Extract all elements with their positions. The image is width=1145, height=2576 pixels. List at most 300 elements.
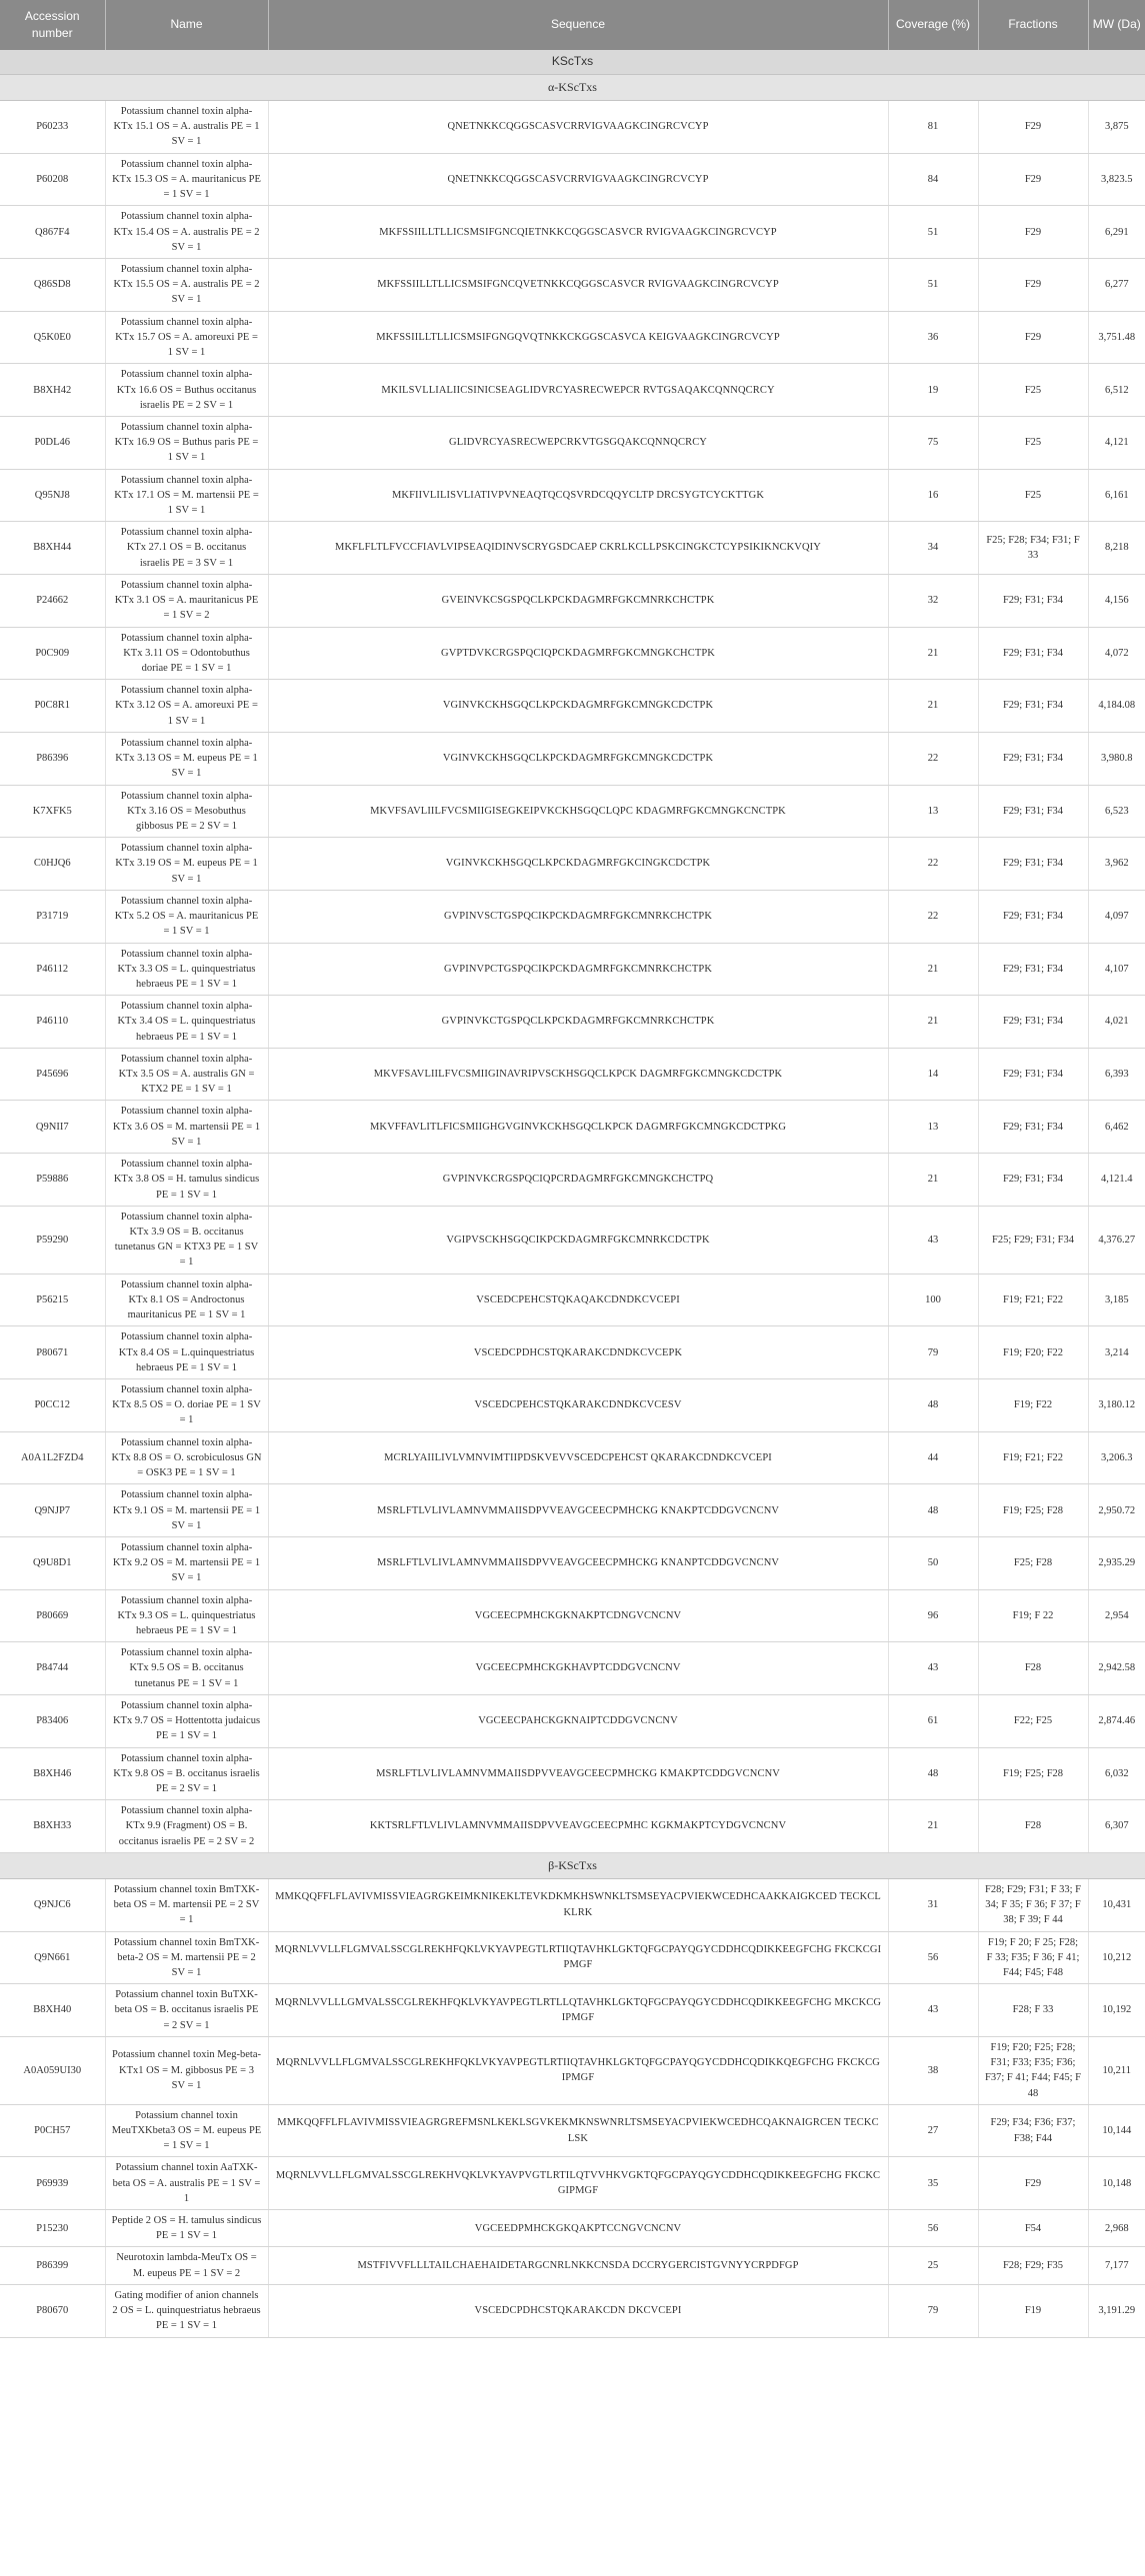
- accession-cell: P59290: [0, 1206, 105, 1274]
- accession-cell: Q86SD8: [0, 258, 105, 311]
- mw-cell: 4,184.08: [1088, 680, 1145, 733]
- header-fractions: Fractions: [978, 0, 1088, 50]
- fractions-cell: F29: [978, 206, 1088, 259]
- table-row: [0, 1642, 1145, 1695]
- table-row: [0, 627, 1145, 680]
- alpha-section-title: α-KScTxs: [0, 75, 1145, 101]
- section-title: KScTxs: [0, 50, 1145, 75]
- mw-cell: 6,512: [1088, 364, 1145, 417]
- coverage-cell: 21: [888, 627, 978, 680]
- fractions-cell: F29; F31; F34: [978, 890, 1088, 943]
- mw-cell: 4,121.4: [1088, 1154, 1145, 1207]
- fractions-cell: F29: [978, 153, 1088, 206]
- accession-cell: Q95NJ8: [0, 469, 105, 522]
- sequence-cell: QNETNKKCQGGSCASVCRRVIGVAAGKCINGRCVCYP: [268, 153, 888, 206]
- coverage-cell: 32: [888, 574, 978, 627]
- coverage-cell: 61: [888, 1694, 978, 1747]
- section-row-beta: [0, 1852, 1145, 1878]
- table-row: [0, 2284, 1145, 2337]
- coverage-cell: 13: [888, 785, 978, 838]
- name-cell: Potassium channel toxin alpha-KTx 16.6 OS = Buthus occitanus israelis PE = 2 SV = 1: [105, 364, 268, 417]
- table-row: [0, 1431, 1145, 1484]
- mw-cell: 3,191.29: [1088, 2284, 1145, 2337]
- fractions-cell: F28; F29; F35: [978, 2247, 1088, 2284]
- sequence-cell: VGIPVSCKHSGQCIKPCKDAGMRFGKCMNRKCDCTPK: [268, 1206, 888, 1274]
- mw-cell: 10,192: [1088, 1984, 1145, 2037]
- name-cell: Peptide 2 OS = H. tamulus sindicus PE = 1 SV = 1: [105, 2210, 268, 2247]
- mw-cell: 4,072: [1088, 627, 1145, 680]
- mw-cell: 6,277: [1088, 258, 1145, 311]
- name-cell: Potassium channel toxin alpha-KTx 3.16 OS = Mesobuthus gibbosus PE = 2 SV = 1: [105, 785, 268, 838]
- accession-cell: P0C8R1: [0, 680, 105, 733]
- sequence-cell: MQRNLVVLLFLGMVALSSCGLREKHVQKLVKYAVPVGTLRTILQTVVHKVGKTQFGCPAYQGYCDDHCQDIKKEEGFCHG FKCKCGIPMGF: [268, 2157, 888, 2210]
- accession-cell: P84744: [0, 1642, 105, 1695]
- sequence-cell: MMKQQFFLFLAVIVMISSVIEAGRGREFMSNLKEKLSGVKEKMKNSWNRLTSMSEYACPVIEKWCEDHCQAKNAIGRCEN TECKCLSK: [268, 2104, 888, 2157]
- accession-cell: P15230: [0, 2210, 105, 2247]
- name-cell: Potassium channel toxin alpha-KTx 9.3 OS = L. quinquestriatus hebraeus PE = 1 SV = 1: [105, 1589, 268, 1642]
- table-row: [0, 258, 1145, 311]
- fractions-cell: F19; F 20; F 25; F28; F 33; F35; F 36; F 41; F44; F45; F48: [978, 1931, 1088, 1984]
- table-row: [0, 2036, 1145, 2104]
- beta-section-title: β-KScTxs: [0, 1852, 1145, 1878]
- fractions-cell: F19; F25; F28: [978, 1747, 1088, 1800]
- mw-cell: 2,935.29: [1088, 1536, 1145, 1589]
- name-cell: Potassium channel toxin alpha-KTx 9.1 OS = M. martensii PE = 1 SV = 1: [105, 1484, 268, 1537]
- mw-cell: 6,161: [1088, 469, 1145, 522]
- table-row: [0, 1206, 1145, 1274]
- sequence-cell: VGINVKCKHSGQCLKPCKDAGMRFGKCINGKCDCTPK: [268, 838, 888, 891]
- sequence-cell: MKFSSIILLTLLICSMSIFGNCQIETNKKCQGGSCASVCR RVIGVAAGKCINGRCVCYP: [268, 206, 888, 259]
- coverage-cell: 21: [888, 1154, 978, 1207]
- mw-cell: 2,968: [1088, 2210, 1145, 2247]
- name-cell: Potassium channel toxin alpha-KTx 3.1 OS = A. mauritanicus PE = 1 SV = 2: [105, 574, 268, 627]
- mw-cell: 8,218: [1088, 522, 1145, 575]
- fractions-cell: F19; F25; F28: [978, 1484, 1088, 1537]
- accession-cell: B8XH33: [0, 1800, 105, 1853]
- table-row: [0, 680, 1145, 733]
- accession-cell: P69939: [0, 2157, 105, 2210]
- coverage-cell: 44: [888, 1431, 978, 1484]
- accession-cell: P0CC12: [0, 1378, 105, 1431]
- coverage-cell: 16: [888, 469, 978, 522]
- table-row: [0, 2157, 1145, 2210]
- sequence-cell: VGCEECPMHCKGKNAKPTCDNGVCNCNV: [268, 1589, 888, 1642]
- coverage-cell: 21: [888, 996, 978, 1049]
- table-row: [0, 1747, 1145, 1800]
- table-row: [0, 1326, 1145, 1379]
- mw-cell: 4,376.27: [1088, 1206, 1145, 1274]
- name-cell: Potassium channel toxin alpha-KTx 8.1 OS = Androctonus mauritanicus PE = 1 SV = 1: [105, 1274, 268, 1326]
- name-cell: Gating modifier of anion channels 2 OS = L. quinquestriatus hebraeus PE = 1 SV = 1: [105, 2284, 268, 2337]
- name-cell: Potassium channel toxin alpha-KTx 15.1 OS = A. australis PE = 1 SV = 1: [105, 101, 268, 154]
- fractions-cell: F28: [978, 1642, 1088, 1695]
- sequence-cell: MQRNLVVLLLGMVALSSCGLREKHFQKLVKYAVPEGTLRTLLQTAVHKLGKTQFGCPAYQGYCDDHCQDIKKEEGFCHG MKCKCGIPMGF: [268, 1984, 888, 2037]
- name-cell: Potassium channel toxin MeuTXKbeta3 OS = M. eupeus PE = 1 SV = 1: [105, 2104, 268, 2157]
- accession-cell: Q9U8D1: [0, 1536, 105, 1589]
- table-row: [0, 1274, 1145, 1326]
- table-row: [0, 364, 1145, 417]
- sequence-cell: GVEINVKCSGSPQCLKPCKDAGMRFGKCMNRKCHCTPK: [268, 574, 888, 627]
- sequence-cell: MKFSSIILLTLLICSMSIFGNCQVETNKKCQGGSCASVCR RVIGVAAGKCINGRCVCYP: [268, 258, 888, 311]
- table-row: [0, 838, 1145, 891]
- section-row-kscTxs: [0, 50, 1145, 75]
- coverage-cell: 75: [888, 416, 978, 469]
- fractions-cell: F29; F31; F34: [978, 838, 1088, 891]
- name-cell: Potassium channel toxin alpha-KTx 9.8 OS = B. occitanus israelis PE = 2 SV = 1: [105, 1747, 268, 1800]
- fractions-cell: F29; F31; F34: [978, 943, 1088, 996]
- coverage-cell: 31: [888, 1878, 978, 1931]
- coverage-cell: 34: [888, 522, 978, 575]
- mw-cell: 2,954: [1088, 1589, 1145, 1642]
- table-header: [0, 0, 1145, 50]
- table-row: [0, 2210, 1145, 2247]
- sequence-cell: MKVFFAVLITLFICSMIIGHGVGINVKCKHSGQCLKPCK DAGMRFGKCMNGKCDCTPKG: [268, 1101, 888, 1154]
- header-sequence: Sequence: [268, 0, 888, 50]
- name-cell: Potassium channel toxin alpha-KTx 9.2 OS = M. martensii PE = 1 SV = 1: [105, 1536, 268, 1589]
- sequence-cell: MCRLYAIILIVLVMNVIMTIIPDSKVEVVSCEDCPEHCST QKARAKCDNDKCVCEPI: [268, 1431, 888, 1484]
- fractions-cell: F25: [978, 364, 1088, 417]
- accession-cell: K7XFK5: [0, 785, 105, 838]
- header-accession: Accession number: [0, 0, 105, 50]
- name-cell: Potassium channel toxin alpha-KTx 9.5 OS = B. occitanus tunetanus PE = 1 SV = 1: [105, 1642, 268, 1695]
- table-row: [0, 2247, 1145, 2284]
- header-name: Name: [105, 0, 268, 50]
- fractions-cell: F22; F25: [978, 1694, 1088, 1747]
- mw-cell: 3,214: [1088, 1326, 1145, 1379]
- fractions-cell: F28; F29; F31; F 33; F 34; F 35; F 36; F 37; F 38; F 39; F 44: [978, 1878, 1088, 1931]
- mw-cell: 3,206.3: [1088, 1431, 1145, 1484]
- coverage-cell: 22: [888, 890, 978, 943]
- sequence-cell: MKFIIVLILISVLIATIVPVNEAQTQCQSVRDCQQYCLTP DRCSYGTCYCKTTGK: [268, 469, 888, 522]
- mw-cell: 3,980.8: [1088, 732, 1145, 785]
- name-cell: Potassium channel toxin alpha-KTx 3.3 OS = L. quinquestriatus hebraeus PE = 1 SV = 1: [105, 943, 268, 996]
- name-cell: Potassium channel toxin alpha-KTx 9.7 OS = Hottentotta judaicus PE = 1 SV = 1: [105, 1694, 268, 1747]
- sequence-cell: VGINVKCKHSGQCLKPCKDAGMRFGKCMNGKCDCTPK: [268, 680, 888, 733]
- table-row: [0, 416, 1145, 469]
- table-row: [0, 1878, 1145, 1931]
- fractions-cell: F29; F31; F34: [978, 996, 1088, 1049]
- fractions-cell: F29: [978, 101, 1088, 154]
- fractions-cell: F25: [978, 469, 1088, 522]
- mw-cell: 10,144: [1088, 2104, 1145, 2157]
- accession-cell: P80669: [0, 1589, 105, 1642]
- fractions-cell: F28: [978, 1800, 1088, 1853]
- fractions-cell: F19; F21; F22: [978, 1274, 1088, 1326]
- mw-cell: 4,097: [1088, 890, 1145, 943]
- table-row: [0, 101, 1145, 154]
- mw-cell: 10,148: [1088, 2157, 1145, 2210]
- sequence-cell: MQRNLVVLLFLGMVALSSCGLREKHFQKLVKYAVPEGTLRTIIQTAVHKLGKTQFGCPAYQGYCDDHCQDIKKEEGFCHG FKCKCGIPMGF: [268, 1931, 888, 1984]
- fractions-cell: F29; F31; F34: [978, 1154, 1088, 1207]
- table-row: [0, 1101, 1145, 1154]
- fractions-cell: F19: [978, 2284, 1088, 2337]
- mw-cell: 10,212: [1088, 1931, 1145, 1984]
- coverage-cell: 43: [888, 1642, 978, 1695]
- name-cell: Potassium channel toxin alpha-KTx 16.9 OS = Buthus paris PE = 1 SV = 1: [105, 416, 268, 469]
- name-cell: Potassium channel toxin alpha-KTx 15.5 OS = A. australis PE = 2 SV = 1: [105, 258, 268, 311]
- table-row: [0, 2104, 1145, 2157]
- sequence-cell: MSRLFTLVLIVLAMNVMMAIISDPVVEAVGCEECPMHCKG KMAKPTCDDGVCNCNV: [268, 1747, 888, 1800]
- coverage-cell: 22: [888, 732, 978, 785]
- accession-cell: P83406: [0, 1694, 105, 1747]
- mw-cell: 4,121: [1088, 416, 1145, 469]
- mw-cell: 3,180.12: [1088, 1378, 1145, 1431]
- accession-cell: Q9NJP7: [0, 1484, 105, 1537]
- name-cell: Potassium channel toxin alpha-KTx 5.2 OS = A. mauritanicus PE = 1 SV = 1: [105, 890, 268, 943]
- accession-cell: Q867F4: [0, 206, 105, 259]
- name-cell: Potassium channel toxin alpha-KTx 3.11 OS = Odontobuthus doriae PE = 1 SV = 1: [105, 627, 268, 680]
- accession-cell: P0C909: [0, 627, 105, 680]
- fractions-cell: F25: [978, 416, 1088, 469]
- mw-cell: 6,307: [1088, 1800, 1145, 1853]
- sequence-cell: MSTFIVVFLLLTAILCHAEHAIDETARGCNRLNKKCNSDA DCCRYGERCISTGVNYYCRPDFGP: [268, 2247, 888, 2284]
- mw-cell: 4,107: [1088, 943, 1145, 996]
- fractions-cell: F29; F31; F34: [978, 785, 1088, 838]
- accession-cell: B8XH40: [0, 1984, 105, 2037]
- coverage-cell: 50: [888, 1536, 978, 1589]
- table-row: [0, 574, 1145, 627]
- mw-cell: 6,291: [1088, 206, 1145, 259]
- sequence-cell: GLIDVRCYASRECWEPCRKVTGSGQAKCQNNQCRCY: [268, 416, 888, 469]
- accession-cell: P0CH57: [0, 2104, 105, 2157]
- coverage-cell: 22: [888, 838, 978, 891]
- accession-cell: P86399: [0, 2247, 105, 2284]
- sequence-cell: GVPINVKCTGSPQCLKPCKDAGMRFGKCMNRKCHCTPK: [268, 996, 888, 1049]
- name-cell: Potassium channel toxin alpha-KTx 3.6 OS = M. martensii PE = 1 SV = 1: [105, 1101, 268, 1154]
- accession-cell: Q9N661: [0, 1931, 105, 1984]
- sequence-cell: MKVFSAVLIILFVCSMIIGISEGKEIPVKCKHSGQCLQPC KDAGMRFGKCMNGKCNCTPK: [268, 785, 888, 838]
- name-cell: Potassium channel toxin BmTXK-beta OS = M. martensii PE = 2 SV = 1: [105, 1878, 268, 1931]
- mw-cell: 3,875: [1088, 101, 1145, 154]
- mw-cell: 2,942.58: [1088, 1642, 1145, 1695]
- sequence-cell: MKFSSIILLTLLICSMSIFGNGQVQTNKKCKGGSCASVCA KEIGVAAGKCINGRCVCYP: [268, 311, 888, 364]
- sequence-cell: MQRNLVVLLFLGMVALSSCGLREKHFQKLVKYAVPEGTLRTIIQTAVHKLGKTQFGCPAYQGYCDDHCQDIKKQEGFCHG FKCKCGIPMGF: [268, 2036, 888, 2104]
- name-cell: Potassium channel toxin alpha-KTx 8.8 OS = O. scrobiculosus GN = OSK3 PE = 1 SV = 1: [105, 1431, 268, 1484]
- mw-cell: 2,950.72: [1088, 1484, 1145, 1537]
- coverage-cell: 48: [888, 1747, 978, 1800]
- name-cell: Potassium channel toxin alpha-KTx 3.9 OS = B. occitanus tunetanus GN = KTX3 PE = 1 SV = 1: [105, 1206, 268, 1274]
- name-cell: Potassium channel toxin alpha-KTx 17.1 OS = M. martensii PE = 1 SV = 1: [105, 469, 268, 522]
- name-cell: Potassium channel toxin alpha-KTx 3.12 OS = A. amoreuxi PE = 1 SV = 1: [105, 680, 268, 733]
- table-row: [0, 732, 1145, 785]
- mw-cell: 10,211: [1088, 2036, 1145, 2104]
- coverage-cell: 35: [888, 2157, 978, 2210]
- fractions-cell: F29: [978, 2157, 1088, 2210]
- fractions-cell: F54: [978, 2210, 1088, 2247]
- sequence-cell: MKILSVLLIALIICSINICSEAGLIDVRCYASRECWEPCR RVTGSAQAKCQNNQCRCY: [268, 364, 888, 417]
- mw-cell: 10,431: [1088, 1878, 1145, 1931]
- accession-cell: P45696: [0, 1048, 105, 1101]
- sequence-cell: MSRLFTLVLIVLAMNVMMAIISDPVVEAVGCEECPMHCKG KNANPTCDDGVCNCNV: [268, 1536, 888, 1589]
- sequence-cell: GVPINVSCTGSPQCIKPCKDAGMRFGKCMNRKCHCTPK: [268, 890, 888, 943]
- fractions-cell: F29; F31; F34: [978, 1048, 1088, 1101]
- accession-cell: B8XH46: [0, 1747, 105, 1800]
- fractions-cell: F28; F 33: [978, 1984, 1088, 2037]
- name-cell: Potassium channel toxin alpha-KTx 3.19 OS = M. eupeus PE = 1 SV = 1: [105, 838, 268, 891]
- table-row: [0, 1931, 1145, 1984]
- coverage-cell: 51: [888, 206, 978, 259]
- mw-cell: 4,021: [1088, 996, 1145, 1049]
- section-row-alpha: [0, 75, 1145, 101]
- table-row: [0, 1536, 1145, 1589]
- coverage-cell: 19: [888, 364, 978, 417]
- table-row: [0, 1800, 1145, 1853]
- table-row: [0, 1694, 1145, 1747]
- accession-cell: P0DL46: [0, 416, 105, 469]
- sequence-cell: VGCEECPAHCKGKNAIPTCDDGVCNCNV: [268, 1694, 888, 1747]
- accession-cell: P80671: [0, 1326, 105, 1379]
- accession-cell: P60233: [0, 101, 105, 154]
- sequence-cell: VSCEDCPDHCSTQKARAKCDNDKCVCEPK: [268, 1326, 888, 1379]
- coverage-cell: 21: [888, 943, 978, 996]
- fractions-cell: F25; F28: [978, 1536, 1088, 1589]
- table-row: [0, 890, 1145, 943]
- sequence-cell: GVPINVPCTGSPQCIKPCKDAGMRFGKCMNRKCHCTPK: [268, 943, 888, 996]
- header-coverage: Coverage (%): [888, 0, 978, 50]
- coverage-cell: 96: [888, 1589, 978, 1642]
- sequence-cell: MMKQQFFLFLAVIVMISSVIEAGRGKEIMKNIKEKLTEVKDKMKHSWNKLTSMSEYACPVIEKWCEDHCAAKKAIGKCED TECKCLKLRK: [268, 1878, 888, 1931]
- fractions-cell: F29; F31; F34: [978, 627, 1088, 680]
- accession-cell: P24662: [0, 574, 105, 627]
- name-cell: Potassium channel toxin alpha-KTx 15.7 OS = A. amoreuxi PE = 1 SV = 1: [105, 311, 268, 364]
- coverage-cell: 38: [888, 2036, 978, 2104]
- coverage-cell: 36: [888, 311, 978, 364]
- fractions-cell: F29; F31; F34: [978, 1101, 1088, 1154]
- sequence-cell: GVPTDVKCRGSPQCIQPCKDAGMRFGKCMNGKCHCTPK: [268, 627, 888, 680]
- mw-cell: 3,185: [1088, 1274, 1145, 1326]
- accession-cell: P31719: [0, 890, 105, 943]
- name-cell: Potassium channel toxin Meg-beta-KTx1 OS = M. gibbosus PE = 3 SV = 1: [105, 2036, 268, 2104]
- sequence-cell: VSCEDCPEHCSTQKAQAKCDNDKCVCEPI: [268, 1274, 888, 1326]
- fractions-cell: F25; F29; F31; F34: [978, 1206, 1088, 1274]
- fractions-cell: F19; F20; F25; F28; F31; F33; F35; F36; F37; F 41; F44; F45; F 48: [978, 2036, 1088, 2104]
- coverage-cell: 25: [888, 2247, 978, 2284]
- name-cell: Potassium channel toxin alpha-KTx 8.4 OS = L.quinquestriatus hebraeus PE = 1 SV = 1: [105, 1326, 268, 1379]
- coverage-cell: 13: [888, 1101, 978, 1154]
- fractions-cell: F19; F22: [978, 1378, 1088, 1431]
- name-cell: Potassium channel toxin alpha-KTx 15.3 OS = A. mauritanicus PE = 1 SV = 1: [105, 153, 268, 206]
- table-body: [0, 50, 1145, 2337]
- coverage-cell: 79: [888, 1326, 978, 1379]
- coverage-cell: 48: [888, 1378, 978, 1431]
- fractions-cell: F29: [978, 258, 1088, 311]
- name-cell: Potassium channel toxin alpha-KTx 3.13 OS = M. eupeus PE = 1 SV = 1: [105, 732, 268, 785]
- sequence-cell: VGINVKCKHSGQCLKPCKDAGMRFGKCMNGKCDCTPK: [268, 732, 888, 785]
- table-row: [0, 1984, 1145, 2037]
- mw-cell: 6,462: [1088, 1101, 1145, 1154]
- mw-cell: 6,393: [1088, 1048, 1145, 1101]
- mw-cell: 3,962: [1088, 838, 1145, 891]
- name-cell: Potassium channel toxin AaTXK-beta OS = A. australis PE = 1 SV = 1: [105, 2157, 268, 2210]
- mw-cell: 7,177: [1088, 2247, 1145, 2284]
- accession-cell: Q5K0E0: [0, 311, 105, 364]
- header-mw: MW (Da): [1088, 0, 1145, 50]
- table-row: [0, 1589, 1145, 1642]
- sequence-cell: MSRLFTLVLIVLAMNVMMAIISDPVVEAVGCEECPMHCKG KNAKPTCDDGVCNCNV: [268, 1484, 888, 1537]
- table-row: [0, 1154, 1145, 1207]
- mw-cell: 6,032: [1088, 1747, 1145, 1800]
- sequence-cell: VSCEDCPDHCSTQKARAKCDN DKCVCEPI: [268, 2284, 888, 2337]
- name-cell: Potassium channel toxin BmTXK-beta-2 OS = M. martensii PE = 2 SV = 1: [105, 1931, 268, 1984]
- table-row: [0, 153, 1145, 206]
- sequence-cell: VSCEDCPEHCSTQKARAKCDNDKCVCESV: [268, 1378, 888, 1431]
- sequence-cell: MKVFSAVLIILFVCSMIIGINAVRIPVSCKHSGQCLKPCK DAGMRFGKCMNGKCDCTPK: [268, 1048, 888, 1101]
- table-row: [0, 1378, 1145, 1431]
- sequence-cell: MKFLFLTLFVCCFIAVLVIPSEAQIDINVSCRYGSDCAEP CKRLKCLLPSKCINGKCTCYPSIKIKNCKVQIY: [268, 522, 888, 575]
- accession-cell: P86396: [0, 732, 105, 785]
- accession-cell: Q9NJC6: [0, 1878, 105, 1931]
- accession-cell: P56215: [0, 1274, 105, 1326]
- table-row: [0, 469, 1145, 522]
- coverage-cell: 79: [888, 2284, 978, 2337]
- accession-cell: Q9NII7: [0, 1101, 105, 1154]
- mw-cell: 6,523: [1088, 785, 1145, 838]
- name-cell: Potassium channel toxin BuTXK-beta OS = B. occitanus israelis PE = 2 SV = 1: [105, 1984, 268, 2037]
- accession-cell: C0HJQ6: [0, 838, 105, 891]
- fractions-cell: F29; F34; F36; F37; F38; F44: [978, 2104, 1088, 2157]
- accession-cell: P46112: [0, 943, 105, 996]
- fractions-cell: F19; F20; F22: [978, 1326, 1088, 1379]
- coverage-cell: 21: [888, 1800, 978, 1853]
- mw-cell: 4,156: [1088, 574, 1145, 627]
- mw-cell: 3,751.48: [1088, 311, 1145, 364]
- accession-cell: B8XH44: [0, 522, 105, 575]
- accession-cell: P60208: [0, 153, 105, 206]
- coverage-cell: 27: [888, 2104, 978, 2157]
- name-cell: Potassium channel toxin alpha-KTx 15.4 OS = A. australis PE = 2 SV = 1: [105, 206, 268, 259]
- table-row: [0, 943, 1145, 996]
- coverage-cell: 84: [888, 153, 978, 206]
- coverage-cell: 56: [888, 1931, 978, 1984]
- fractions-cell: F19; F 22: [978, 1589, 1088, 1642]
- accession-cell: P46110: [0, 996, 105, 1049]
- table-row: [0, 1484, 1145, 1537]
- table-row: [0, 206, 1145, 259]
- table-row: [0, 1048, 1145, 1101]
- accession-cell: P59886: [0, 1154, 105, 1207]
- table-row: [0, 311, 1145, 364]
- fractions-cell: F29; F31; F34: [978, 732, 1088, 785]
- coverage-cell: 81: [888, 101, 978, 154]
- accession-cell: A0A059UI30: [0, 2036, 105, 2104]
- name-cell: Potassium channel toxin alpha-KTx 3.5 OS = A. australis GN = KTX2 PE = 1 SV = 1: [105, 1048, 268, 1101]
- fractions-cell: F25; F28; F34; F31; F 33: [978, 522, 1088, 575]
- name-cell: Potassium channel toxin alpha-KTx 3.4 OS = L. quinquestriatus hebraeus PE = 1 SV = 1: [105, 996, 268, 1049]
- name-cell: Potassium channel toxin alpha-KTx 8.5 OS = O. doriae PE = 1 SV = 1: [105, 1378, 268, 1431]
- sequence-cell: QNETNKKCQGGSCASVCRRVIGVAAGKCINGRCVCYP: [268, 101, 888, 154]
- fractions-cell: F29: [978, 311, 1088, 364]
- accession-cell: P80670: [0, 2284, 105, 2337]
- sequence-cell: VGCEECPMHCKGKHAVPTCDDGVCNCNV: [268, 1642, 888, 1695]
- table-row: [0, 785, 1145, 838]
- fractions-cell: F19; F21; F22: [978, 1431, 1088, 1484]
- coverage-cell: 48: [888, 1484, 978, 1537]
- name-cell: Potassium channel toxin alpha-KTx 27.1 OS = B. occitanus israelis PE = 3 SV = 1: [105, 522, 268, 575]
- mw-cell: 2,874.46: [1088, 1694, 1145, 1747]
- fractions-cell: F29; F31; F34: [978, 574, 1088, 627]
- accession-cell: B8XH42: [0, 364, 105, 417]
- coverage-cell: 51: [888, 258, 978, 311]
- mw-cell: 3,823.5: [1088, 153, 1145, 206]
- table-row: [0, 996, 1145, 1049]
- coverage-cell: 14: [888, 1048, 978, 1101]
- fractions-cell: F29; F31; F34: [978, 680, 1088, 733]
- coverage-cell: 100: [888, 1274, 978, 1326]
- coverage-cell: 21: [888, 680, 978, 733]
- sequence-cell: KKTSRLFTLVLIVLAMNVMMAIISDPVVEAVGCEECPMHC KGKMAKPTCYDGVCNCNV: [268, 1800, 888, 1853]
- name-cell: Potassium channel toxin alpha-KTx 3.8 OS = H. tamulus sindicus PE = 1 SV = 1: [105, 1154, 268, 1207]
- sequence-cell: GVPINVKCRGSPQCIQPCRDAGMRFGKCMNGKCHCTPQ: [268, 1154, 888, 1207]
